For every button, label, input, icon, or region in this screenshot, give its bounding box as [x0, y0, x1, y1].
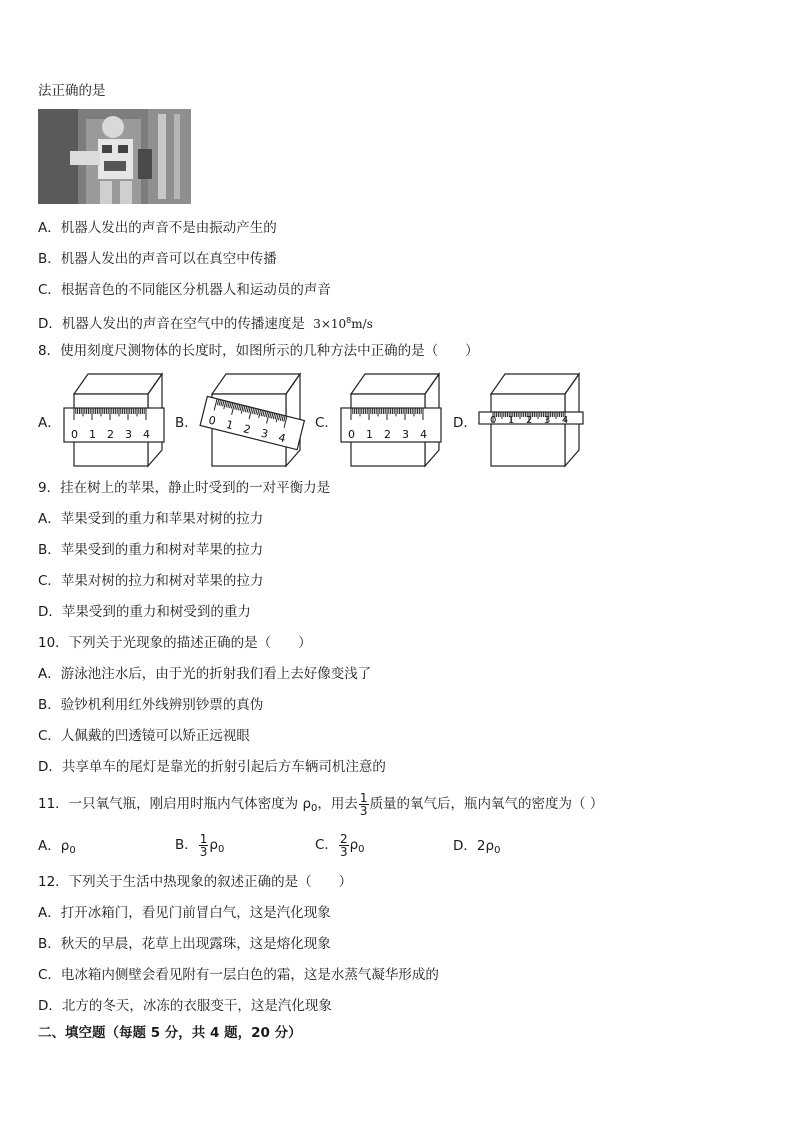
q12-option-c: C．电冰箱内侧壁会看见附有一层白色的霜，这是水蒸气凝华形成的	[38, 967, 439, 983]
q9-option-d: D．苹果受到的重力和树受到的重力	[38, 604, 251, 620]
q11-stem-c: 质量的氧气后，瓶内氧气的密度为（ ）	[369, 796, 604, 812]
ruler-number: 1	[224, 417, 235, 433]
q11-option-c-den: 3	[339, 844, 348, 859]
q9-stem: 9．挂在树上的苹果，静止时受到的一对平衡力是	[38, 480, 331, 496]
q11-stem-b: ，用去	[317, 796, 358, 812]
q12-option-d: D．北方的冬天，冰冻的衣服变干，这是汽化现象	[38, 998, 332, 1014]
q8-label-d: D．	[453, 415, 477, 431]
ruler-number: 0	[490, 415, 497, 426]
q7-option-b: B．机器人发出的声音可以在真空中传播	[38, 251, 277, 267]
q11-option-c-rho: ρ	[349, 837, 359, 853]
q11-option-b-fraction	[199, 833, 209, 858]
q11-option-d-sub: 0	[494, 845, 501, 856]
ruler-number: 1	[508, 415, 515, 426]
q11-option-c-sub: 0	[358, 844, 365, 855]
q8-label-a: A．	[38, 415, 61, 431]
ruler-number: 1	[366, 428, 373, 441]
ruler-number: 2	[526, 415, 533, 426]
q12-option-a: A．打开冰箱门，看见门前冒白气，这是汽化现象	[38, 905, 331, 921]
q11-stem-sub: 0	[311, 803, 318, 814]
q11-option-b-num: 1	[199, 831, 208, 846]
ruler-number: 3	[125, 428, 132, 441]
q7-option-d	[38, 312, 373, 333]
q11-option-c-num: 2	[339, 831, 348, 846]
q8-label-b: B．	[175, 415, 198, 431]
ruler-number: 2	[107, 428, 114, 441]
diagram-d	[477, 372, 589, 468]
q10-option-d: D．共享单车的尾灯是靠光的折射引起后方车辆司机注意的	[38, 759, 386, 775]
ruler-number: 3	[259, 426, 270, 441]
q11-option-b-label: B．	[175, 837, 198, 853]
ruler-number: 2	[384, 428, 391, 441]
ruler-number: 4	[420, 428, 427, 441]
q11-option-c	[315, 830, 365, 865]
ruler-number: 3	[544, 415, 551, 426]
ruler-number: 3	[402, 428, 409, 441]
q8-stem: 8．使用刻度尺测物体的长度时，如图所示的几种方法中正确的是（ ）	[38, 343, 479, 359]
ruler-number: 0	[71, 428, 78, 441]
q9-option-a: A．苹果受到的重力和苹果对树的拉力	[38, 511, 264, 527]
ruler-number: 2	[242, 422, 252, 437]
q11-stem	[38, 791, 603, 822]
q7-option-d-prefix: D．机器人发出的声音在空气中的传播速度是	[38, 316, 305, 332]
q12-stem: 12．下列关于生活中热现象的叙述正确的是（ ）	[38, 874, 353, 890]
q7-option-d-unit: m/s	[351, 317, 373, 331]
q11-option-b	[175, 830, 224, 865]
q11-option-b-rho: ρ	[209, 837, 218, 853]
q10-option-b: B．验钞机利用红外线辨别钞票的真伪	[38, 697, 264, 713]
q11-option-b-den: 3	[199, 844, 208, 859]
ruler-number: 4	[143, 428, 150, 441]
q11-option-a-text: A．ρ	[38, 838, 70, 854]
q10-option-c: C．人佩戴的凹透镜可以矫正远视眼	[38, 728, 250, 744]
q9-option-b: B．苹果受到的重力和树对苹果的拉力	[38, 542, 264, 558]
diagram-b	[198, 372, 310, 468]
q9-option-c: C．苹果对树的拉力和树对苹果的拉力	[38, 573, 264, 589]
section-2-title: 二、填空题（每题 5 分，共 4 题，20 分）	[38, 1025, 302, 1041]
robot-photo	[38, 109, 191, 204]
q8-label-c: C．	[315, 415, 338, 431]
q11-option-c-label: C．	[315, 837, 338, 853]
ruler-number: 0	[348, 428, 355, 441]
q11-stem-frac-num: 1	[359, 790, 368, 805]
q11-option-a	[38, 836, 76, 861]
q11-option-c-fraction	[339, 833, 349, 858]
ruler-number: 1	[89, 428, 96, 441]
q11-stem-frac-den: 3	[359, 803, 368, 818]
q7-option-d-value: 3×10	[313, 317, 347, 331]
q11-option-b-sub: 0	[217, 844, 225, 855]
q7-option-d-exponent: 8	[346, 316, 352, 325]
q11-stem-a: 11．一只氧气瓶，刚启用时瓶内气体密度为 ρ	[38, 796, 312, 812]
q11-option-d-text: D．2ρ	[453, 838, 495, 854]
q7-stem-tail: 法正确的是	[38, 83, 106, 99]
q11-option-d	[453, 836, 500, 861]
diagram-c	[337, 372, 449, 468]
q10-option-a: A．游泳池注水后，由于光的折射我们看上去好像变浅了	[38, 666, 372, 682]
q7-option-a: A．机器人发出的声音不是由振动产生的	[38, 220, 277, 236]
ruler-number: 0	[207, 413, 218, 428]
q11-stem-fraction	[359, 792, 369, 817]
q11-option-a-sub: 0	[69, 845, 76, 856]
ruler-number: 4	[276, 431, 287, 446]
robot-photo-graphic	[38, 109, 191, 204]
diagram-a	[60, 372, 172, 468]
q10-stem: 10．下列关于光现象的描述正确的是（ ）	[38, 635, 312, 651]
ruler-number: 4	[562, 415, 569, 426]
q12-option-b: B．秋天的早晨，花草上出现露珠，这是熔化现象	[38, 936, 331, 952]
q7-option-c: C．根据音色的不同能区分机器人和运动员的声音	[38, 282, 331, 298]
